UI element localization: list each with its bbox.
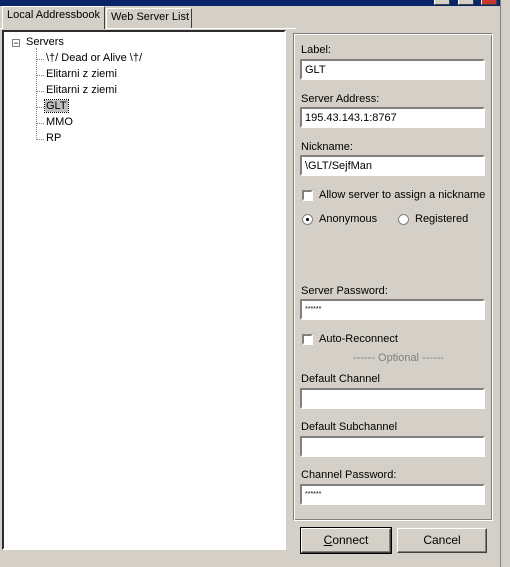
anonymous-radio[interactable] [302, 214, 313, 225]
tree-connector [36, 123, 44, 124]
tree-item-server[interactable]: RP [46, 132, 62, 144]
server-password-caption: Server Password: [301, 285, 388, 297]
tab-web-server-list[interactable] [106, 8, 192, 28]
tree-item-server-selected[interactable]: GLT [46, 100, 67, 112]
channel-password-caption: Channel Password: [301, 469, 397, 481]
tree-item-server[interactable]: \†/ Dead or Alive \†/ [46, 52, 142, 64]
auto-reconnect-checkbox[interactable] [302, 334, 313, 345]
nickname-input[interactable] [300, 155, 485, 176]
server-address-input[interactable] [300, 107, 485, 128]
connect-button[interactable] [301, 528, 391, 553]
tree-connector [36, 48, 37, 138]
tree-item-server[interactable]: Elitarni z ziemi [46, 68, 117, 80]
minimize-icon[interactable] [434, 0, 450, 5]
tree-item-server[interactable]: Elitarni z ziemi [46, 84, 117, 96]
tab-local-addressbook[interactable] [2, 6, 105, 29]
connect-label: onnect [332, 533, 369, 547]
default-channel-input[interactable] [300, 388, 485, 409]
tree-connector [36, 91, 44, 92]
nickname-caption: Nickname: [301, 141, 353, 153]
auto-reconnect-label[interactable]: Auto-Reconnect [319, 333, 398, 345]
default-channel-caption: Default Channel [301, 373, 380, 385]
close-icon[interactable] [481, 0, 497, 5]
tree-connector [36, 75, 44, 76]
tree-item-server[interactable]: MMO [46, 116, 73, 128]
server-tree[interactable] [2, 30, 286, 550]
maximize-icon[interactable] [458, 0, 474, 5]
anonymous-label[interactable]: Anonymous [319, 213, 378, 225]
tab-label: Web Server List [111, 11, 190, 23]
tree-connector [36, 59, 44, 60]
registered-radio[interactable] [398, 214, 409, 225]
server-password-input[interactable]: ****** [300, 299, 485, 320]
collapse-icon[interactable]: − [13, 38, 19, 48]
tree-connector [36, 107, 44, 108]
allow-nickname-checkbox[interactable] [302, 190, 313, 201]
allow-nickname-label[interactable]: Allow server to assign a nickname [319, 189, 486, 201]
channel-password-input[interactable]: ****** [300, 484, 485, 505]
cancel-label: Cancel [423, 533, 461, 547]
tree-connector [36, 139, 44, 140]
label-input[interactable] [300, 59, 485, 80]
tree-root-servers[interactable]: Servers [26, 36, 64, 48]
tab-label: Local Addressbook [7, 9, 100, 21]
connect-accelerator: C [323, 533, 333, 547]
cancel-button[interactable] [397, 528, 487, 553]
default-subchannel-caption: Default Subchannel [301, 421, 398, 433]
server-address-caption: Server Address: [301, 93, 380, 105]
window-edge [500, 0, 510, 567]
registered-label[interactable]: Registered [415, 213, 469, 225]
label-caption: Label: [301, 44, 331, 56]
optional-section-caption: ------ Optional ------ [353, 352, 445, 364]
default-subchannel-input[interactable] [300, 436, 485, 457]
